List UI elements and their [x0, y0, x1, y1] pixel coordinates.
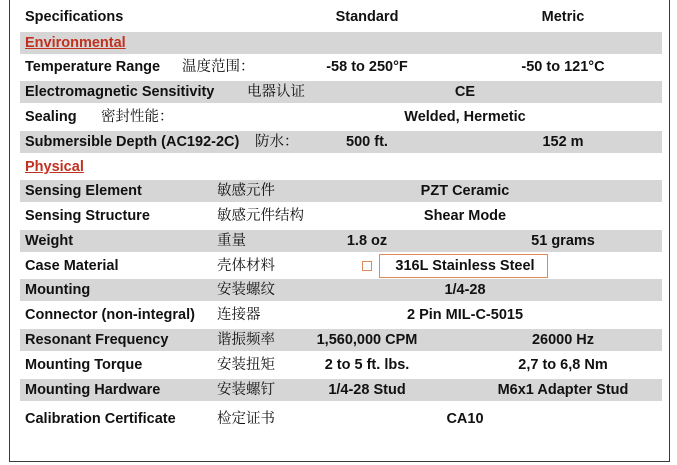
spec-value: 1/4-28 [444, 282, 486, 298]
section-row [20, 156, 662, 178]
spec-value: Welded, Hermetic [404, 109, 526, 125]
section-row [20, 32, 662, 54]
table-row [20, 205, 662, 227]
table-header [20, 6, 662, 28]
spec-label: Weight [25, 233, 74, 249]
spec-label: Sensing Structure [25, 208, 150, 224]
spec-chinese-label: 安装扭矩 [217, 357, 275, 373]
table-row [20, 354, 662, 376]
spec-value: 316L Stainless Steel [395, 258, 535, 274]
spec-standard-value: 500 ft. [346, 134, 388, 150]
spec-standard-value: -58 to 250°F [326, 59, 408, 75]
header-specifications: Specifications [25, 9, 124, 25]
spec-label: Mounting Torque [25, 357, 143, 373]
spec-value: CE [454, 84, 476, 100]
spec-label: Resonant Frequency [25, 332, 169, 348]
table-row [20, 81, 662, 103]
spec-value: Shear Mode [423, 208, 507, 224]
section-heading: Environmental [25, 35, 126, 51]
spec-chinese-label: 连接器 [217, 307, 261, 323]
spec-chinese-label: 温度范围： [182, 59, 255, 75]
spec-label: Sealing [25, 109, 77, 125]
highlight-box [379, 254, 548, 278]
spec-chinese-label: 防水： [255, 134, 299, 150]
spec-label: Electromagnetic Sensitivity [25, 84, 215, 100]
table-row [20, 379, 662, 401]
spec-chinese-label: 壳体材料 [217, 258, 275, 274]
table-row [20, 329, 662, 351]
spec-metric-value: M6x1 Adapter Stud [497, 382, 629, 398]
spec-value: PZT Ceramic [420, 183, 510, 199]
spec-label: Sensing Element [25, 183, 142, 199]
table-row [20, 180, 662, 202]
spec-chinese-label: 安装螺钉 [217, 382, 275, 398]
spec-chinese-label: 检定证书 [217, 411, 275, 427]
header-metric: Metric [541, 9, 585, 25]
spec-chinese-label: 安装螺纹 [217, 282, 275, 298]
spec-label: Calibration Certificate [25, 411, 176, 427]
spec-metric-value: -50 to 121°C [521, 59, 605, 75]
section-heading: Physical [25, 159, 84, 175]
spec-metric-value: 152 m [542, 134, 584, 150]
spec-value: 2 Pin MIL-C-5015 [406, 307, 524, 323]
spec-standard-value: 2 to 5 ft. lbs. [324, 357, 410, 373]
spec-value: CA10 [446, 411, 484, 427]
table-row [20, 230, 662, 252]
checkbox-marker-icon [362, 261, 372, 271]
spec-label: Case Material [25, 258, 119, 274]
table-row [20, 408, 662, 430]
table-row [20, 56, 662, 78]
spec-chinese-label: 重量 [217, 233, 246, 249]
spec-label: Submersible Depth (AC192-2C) [25, 134, 240, 150]
spec-label: Temperature Range [25, 59, 161, 75]
spec-metric-value: 26000 Hz [531, 332, 595, 348]
spec-metric-value: 51 grams [531, 233, 595, 249]
table-row [20, 106, 662, 128]
table-row [20, 131, 662, 153]
table-row [20, 255, 662, 277]
header-standard: Standard [335, 9, 399, 25]
table-row [20, 304, 662, 326]
spec-chinese-label: 谐振频率 [217, 332, 275, 348]
spec-metric-value: 2,7 to 6,8 Nm [518, 357, 608, 373]
spec-standard-value: 1,560,000 CPM [316, 332, 418, 348]
spec-label: Connector (non-integral) [25, 307, 195, 323]
spec-label: Mounting Hardware [25, 382, 161, 398]
table-row [20, 279, 662, 301]
spec-standard-value: 1/4-28 Stud [328, 382, 406, 398]
spec-chinese-label: 敏感元件 [217, 183, 275, 199]
spec-standard-value: 1.8 oz [346, 233, 388, 249]
spec-chinese-label: 敏感元件结构 [217, 208, 304, 224]
spec-chinese-label: 密封性能： [101, 109, 174, 125]
spec-label: Mounting [25, 282, 91, 298]
spec-chinese-label: 电器认证 [247, 84, 305, 100]
